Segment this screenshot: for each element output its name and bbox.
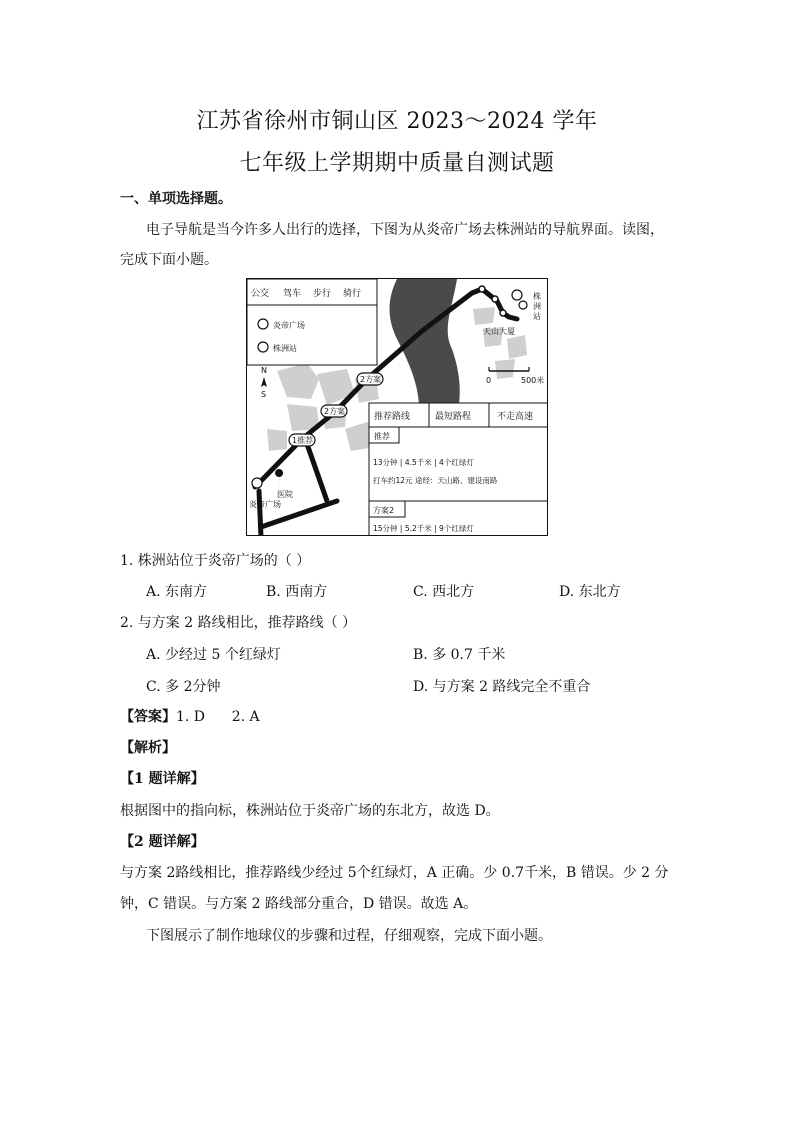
hospital-label: 医院 (277, 490, 293, 499)
q1-option-b: B. 西南方 (266, 584, 328, 600)
q2-option-d: D. 与方案 2 路线完全不重合 (413, 679, 591, 695)
q2-option-b: B. 多 0.7 千米 (413, 647, 506, 663)
navigation-map-figure (246, 278, 548, 536)
route-node (500, 310, 506, 316)
compass-arrow-icon (261, 377, 267, 387)
scale-distance: 500米 (521, 376, 545, 385)
start-icon (258, 319, 268, 329)
route-node (492, 296, 498, 302)
q1-detail-text: 根据图中的指向标，株洲站位于炎帝广场的东北方，故选 D。 (120, 803, 500, 819)
analysis-label: 【解析】 (120, 740, 176, 756)
panel-tab-no-highway[interactable]: 不走高速 (497, 412, 534, 422)
route-node (479, 286, 485, 292)
next-intro: 下图展示了制作地球仪的步骤和过程，仔细观察，完成下面小题。 (146, 928, 552, 944)
q2-option-a: A. 少经过 5 个红绿灯 (146, 647, 281, 663)
plan2-label: 方案2 (373, 506, 395, 515)
intro-line2: 完成下面小题。 (120, 252, 218, 268)
tab-drive[interactable]: 驾车 (283, 289, 302, 299)
tab-bike[interactable]: 骑行 (343, 289, 362, 299)
q2-detail-line1: 与方案 2路线相比，推荐路线少经过 5个红绿灯，A 正确。少 0.7千米，B 错误。少 2 分 (120, 865, 669, 881)
panel-tab-shortest[interactable]: 最短路程 (435, 412, 472, 422)
rec-extra: 打车约12元 途经：天山路、建设南路 (373, 476, 498, 485)
end-icon (258, 342, 268, 352)
city-block (267, 429, 287, 451)
yandi-label: 炎帝广场 (249, 500, 281, 509)
river (390, 279, 460, 404)
tianshan-label: 天山大厦 (483, 327, 515, 336)
map-drawing (247, 279, 548, 536)
station-label-char: 站 (533, 312, 541, 321)
answer-text: 1. D 2. A (176, 709, 260, 725)
q2-option-c: C. 多 2分钟 (146, 679, 221, 695)
document-title-line1: 江苏省徐州市铜山区 2023～2024 学年 (196, 109, 598, 134)
city-block (495, 359, 515, 379)
tab-walk[interactable]: 步行 (313, 289, 332, 299)
hospital-pin-icon (275, 469, 283, 487)
q1-option-d: D. 东北方 (559, 584, 621, 600)
compass-n-label: N (261, 366, 267, 375)
q2-detail-label: 【2 题详解】 (120, 834, 205, 850)
question1-stem: 1. 株洲站位于炎帝广场的（ ） (120, 553, 311, 569)
station-pin-icon (519, 301, 527, 309)
tab-bus[interactable]: 公交 (251, 289, 270, 299)
q1-option-a: A. 东南方 (146, 584, 208, 600)
city-block (473, 307, 495, 325)
station-label-char: 株 (533, 292, 541, 301)
rec-info: 13分钟 | 4.5千米 | 4个红绿灯 (373, 458, 474, 467)
route-tag-plan2[interactable]: 2方案 (324, 407, 346, 416)
station-label-char: 洲 (533, 302, 541, 311)
section-heading: 一、单项选择题。 (120, 191, 232, 207)
answer-line (120, 706, 260, 726)
end-field[interactable]: 株洲站 (273, 344, 297, 353)
yandi-pin-icon (252, 478, 262, 488)
route-branch1 (307, 444, 327, 501)
city-block (277, 363, 319, 399)
panel-tab-recommended[interactable]: 推荐路线 (374, 412, 411, 422)
document-title-line2: 七年级上学期期中质量自测试题 (239, 151, 555, 176)
q2-detail-line2: 钟，C 错误。与方案 2 路线部分重合，D 错误。故选 A。 (120, 896, 478, 912)
station-pin-icon (512, 290, 522, 300)
compass-s-label: S (261, 390, 267, 399)
city-block (507, 335, 527, 359)
question2-stem: 2. 与方案 2 路线相比，推荐路线（ ） (120, 615, 357, 631)
route-tag-recommended[interactable]: 1推荐 (292, 436, 314, 445)
intro-line1: 电子导航是当今许多人出行的选择，下图为从炎帝广场去株洲站的导航界面。读图， (146, 222, 664, 238)
plan2-info: 15分钟 | 5.2千米 | 9个红绿灯 (373, 524, 474, 533)
q1-detail-label: 【1 题详解】 (120, 771, 205, 787)
answer-label: 【答案】 (120, 709, 176, 725)
q1-option-c: C. 西北方 (413, 584, 475, 600)
rec-label: 推荐 (374, 432, 390, 441)
scale-zero: 0 (486, 376, 492, 385)
route-tag-plan2[interactable]: 2方案 (360, 375, 382, 384)
start-field[interactable]: 炎帝广场 (273, 321, 305, 330)
